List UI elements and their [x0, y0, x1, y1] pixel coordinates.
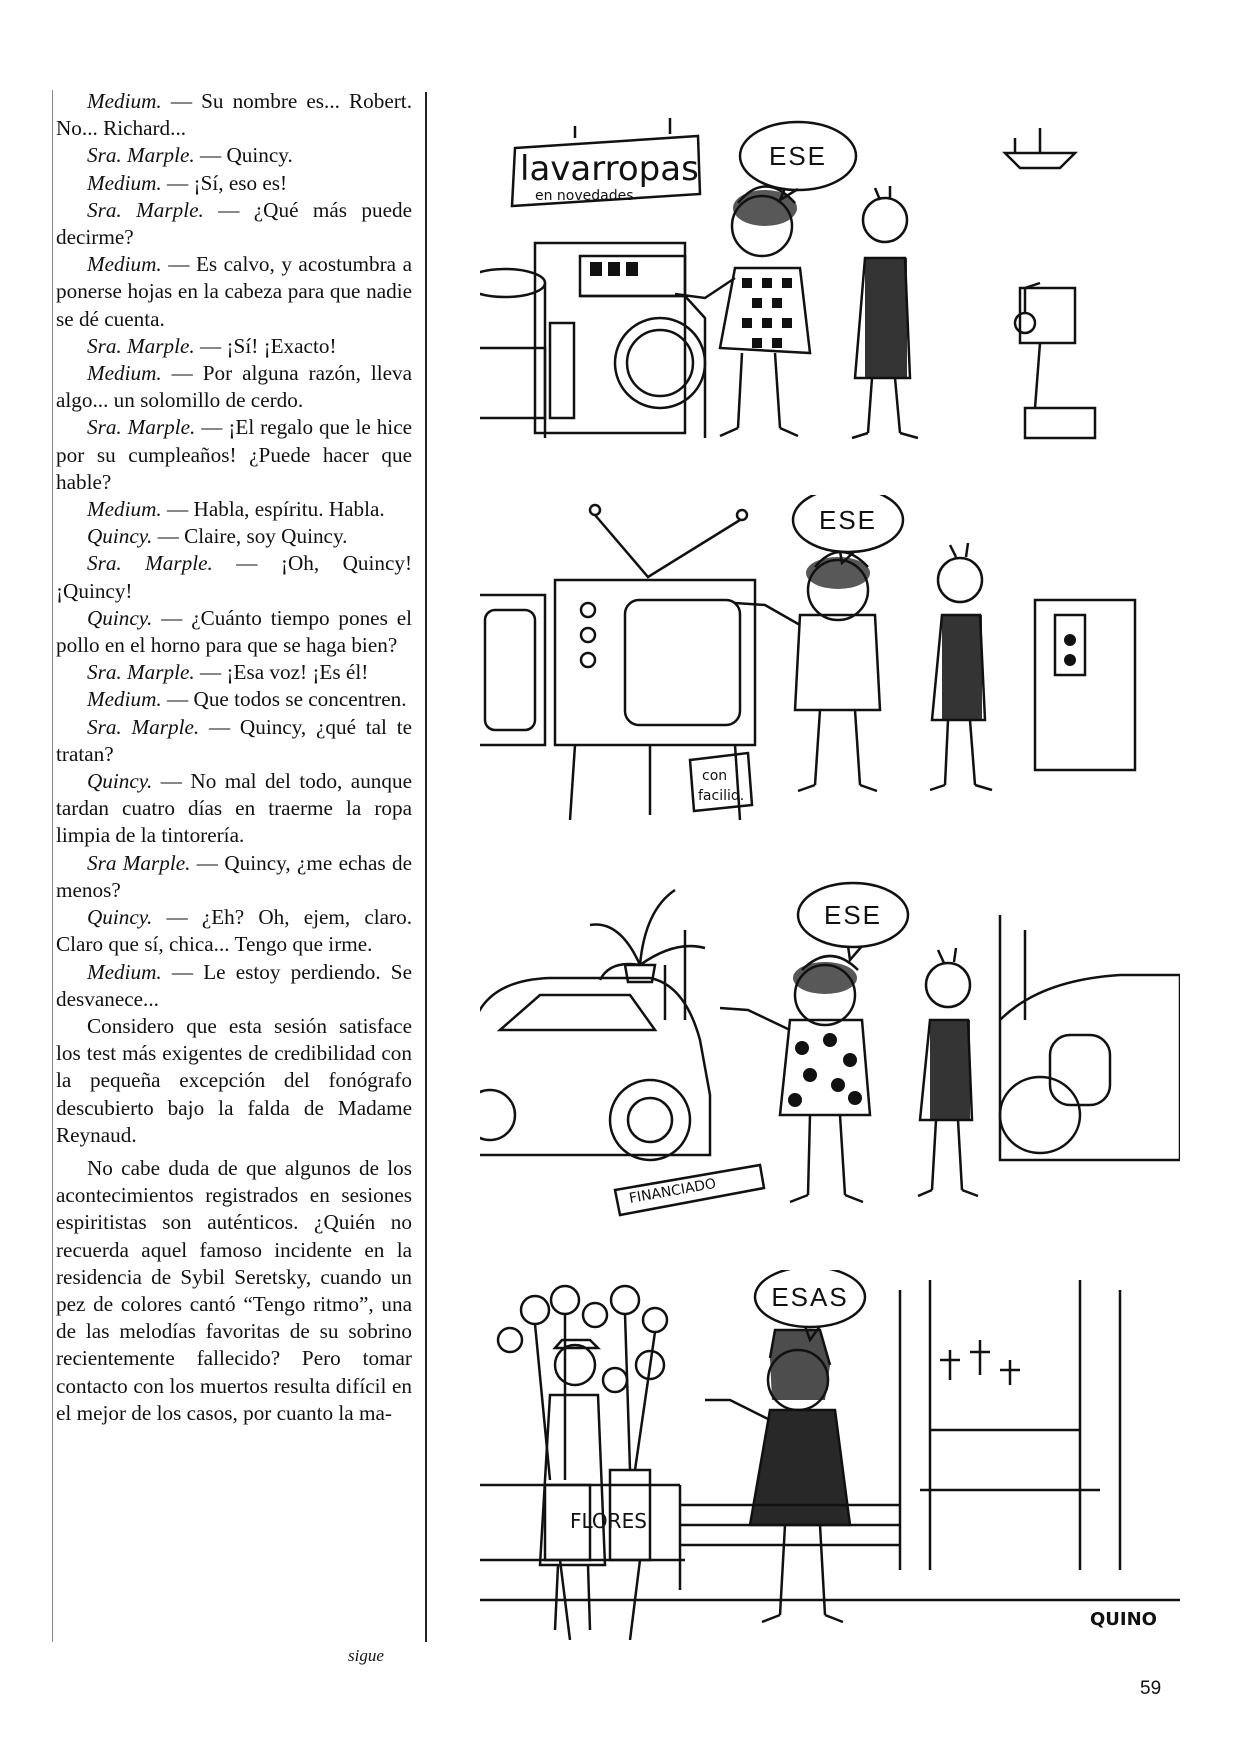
line-text: — Quincy, ¿qué tal te tratan? — [56, 714, 412, 766]
speaker: Medium. — [87, 170, 162, 195]
sign-financiado: FINANCIADO — [627, 1175, 718, 1207]
speaker: Sra. Marple. — [87, 143, 195, 168]
line-text: — Claire, soy Quincy. — [152, 524, 348, 549]
line-text: — ¿Cuánto tiempo pones el pollo en el horno para que se haga bien? — [56, 605, 412, 658]
dialogue-line — [56, 686, 412, 713]
speaker: Medium. — [87, 252, 162, 277]
sign-con: con — [702, 768, 728, 784]
speaker: Sra. Marple. — [87, 714, 200, 739]
continued-marker: sigue — [348, 1646, 384, 1665]
dialogue-line — [56, 414, 412, 496]
body-paragraph: No cabe duda de que algunos de los acontecimientos registrados en sesiones espiritistas son auténticos. ¿Quién no recuerda aquel famoso incidente en la residencia de Sybil Seretsky, cuando un pez de colores cantó “Tengo ritmo”, una de las melodías favoritas de su sobrino recientemente fallecido? Pero tomar contacto con los muertos resulta difícil en el mejor de los casos, por cuanto la ma- — [56, 1155, 412, 1425]
comic-panel-2 — [480, 495, 1180, 845]
sign-lavarropas: lavarropas — [520, 149, 699, 189]
speech-bubble-text: ESE — [823, 900, 883, 930]
speaker: Quincy. — [87, 524, 153, 549]
line-text: — ¿Qué más puede decirme? — [56, 197, 412, 250]
line-text: — Quincy, ¿me echas de menos? — [56, 850, 412, 902]
line-text: — Que todos se concentren. — [161, 687, 407, 712]
speaker: Sra Marple. — [87, 850, 191, 875]
dialogue-line — [56, 850, 412, 904]
page-number: 59 — [1140, 1678, 1162, 1699]
line-text: — Su nombre es... Robert. No... Richard... — [56, 89, 412, 141]
dialogue-line — [56, 360, 412, 414]
speaker: Sra. Marple. — [87, 333, 195, 358]
speaker: Quincy. — [87, 905, 153, 930]
comic-panel-4 — [480, 1270, 1180, 1640]
comic-panel-3 — [480, 870, 1180, 1230]
dialogue-line — [56, 659, 412, 686]
sign-flores: FLORES — [570, 1509, 647, 1533]
article-text-column — [56, 88, 412, 1427]
line-text: — ¡Oh, Quincy! ¡Quincy! — [56, 551, 412, 603]
dialogue-line — [56, 768, 412, 850]
line-text: — Habla, espíritu. Habla. — [161, 497, 385, 522]
line-text: — ¡El regalo que le hice por su cumpleaños! ¿Puede hacer que hable? — [56, 415, 412, 494]
panel-3-drawing — [480, 870, 1180, 1230]
panel-4-drawing — [480, 1270, 1180, 1640]
speech-bubble-text: ESE — [768, 141, 828, 171]
panel-1-drawing — [480, 108, 1180, 458]
dialogue-line — [56, 88, 412, 142]
line-text: — ¡Sí, eso es! — [161, 170, 288, 195]
speaker: Quincy. — [87, 769, 153, 794]
left-margin-rule — [52, 90, 53, 1642]
column-divider — [425, 92, 427, 1642]
line-text: — Le estoy perdiendo. Se desvanece... — [56, 959, 412, 1011]
speaker: Sra. Marple. — [87, 197, 204, 222]
dialogue-line — [56, 170, 412, 197]
speaker: Medium. — [87, 89, 162, 113]
speaker: Sra. Marple. — [87, 551, 213, 576]
body-paragraph: Considero que esta sesión satisface los test más exigentes de credibilidad con la pequeña excepción del fonógrafo descubierto bajo la falda de Madame Reynaud. — [56, 1013, 412, 1147]
comic-panel-1 — [480, 108, 1180, 458]
dialogue-line — [56, 605, 412, 659]
line-text: — No mal del todo, aunque tardan cuatro días en traerme la ropa limpia de la tintorería. — [56, 769, 412, 848]
line-text: — Por alguna razón, lleva algo... un solomillo de cerdo. — [56, 361, 412, 413]
dialogue-line — [56, 142, 412, 169]
dialogue-line — [56, 251, 412, 333]
speaker: Medium. — [87, 361, 162, 386]
dialogue-line — [56, 550, 412, 604]
speaker: Sra. Marple. — [87, 660, 195, 685]
speaker: Quincy. — [87, 605, 153, 630]
dialogue-line — [56, 496, 412, 523]
line-text: — ¡Esa voz! ¡Es él! — [194, 660, 369, 685]
speaker: Sra. Marple. — [87, 415, 196, 440]
line-text: — Es calvo, y acostumbra a ponerse hojas en la cabeza para que nadie se dé cuenta. — [56, 252, 412, 331]
sign-facilid: facilid. — [698, 788, 745, 804]
speaker: Medium. — [87, 959, 162, 984]
dialogue-line — [56, 904, 412, 958]
speaker: Medium. — [87, 687, 162, 712]
line-text: — Quincy. — [194, 143, 293, 168]
dialogue-line — [56, 523, 412, 550]
line-text: — ¡Sí! ¡Exacto! — [194, 333, 337, 358]
dialogue-line — [56, 197, 412, 251]
panel-2-drawing — [480, 495, 1180, 845]
speech-bubble-text: ESE — [818, 505, 878, 535]
dialogue-line — [56, 959, 412, 1013]
speaker: Medium. — [87, 497, 162, 522]
sign-novedades: en novedades — [535, 188, 634, 204]
line-text: — ¿Eh? Oh, ejem, claro. Claro que sí, chica... Tengo que irme. — [56, 905, 412, 957]
dialogue-line — [56, 714, 412, 768]
speech-bubble-text: ESAS — [771, 1282, 849, 1312]
dialogue-line — [56, 333, 412, 360]
artist-signature: QUINO — [1090, 1609, 1157, 1630]
